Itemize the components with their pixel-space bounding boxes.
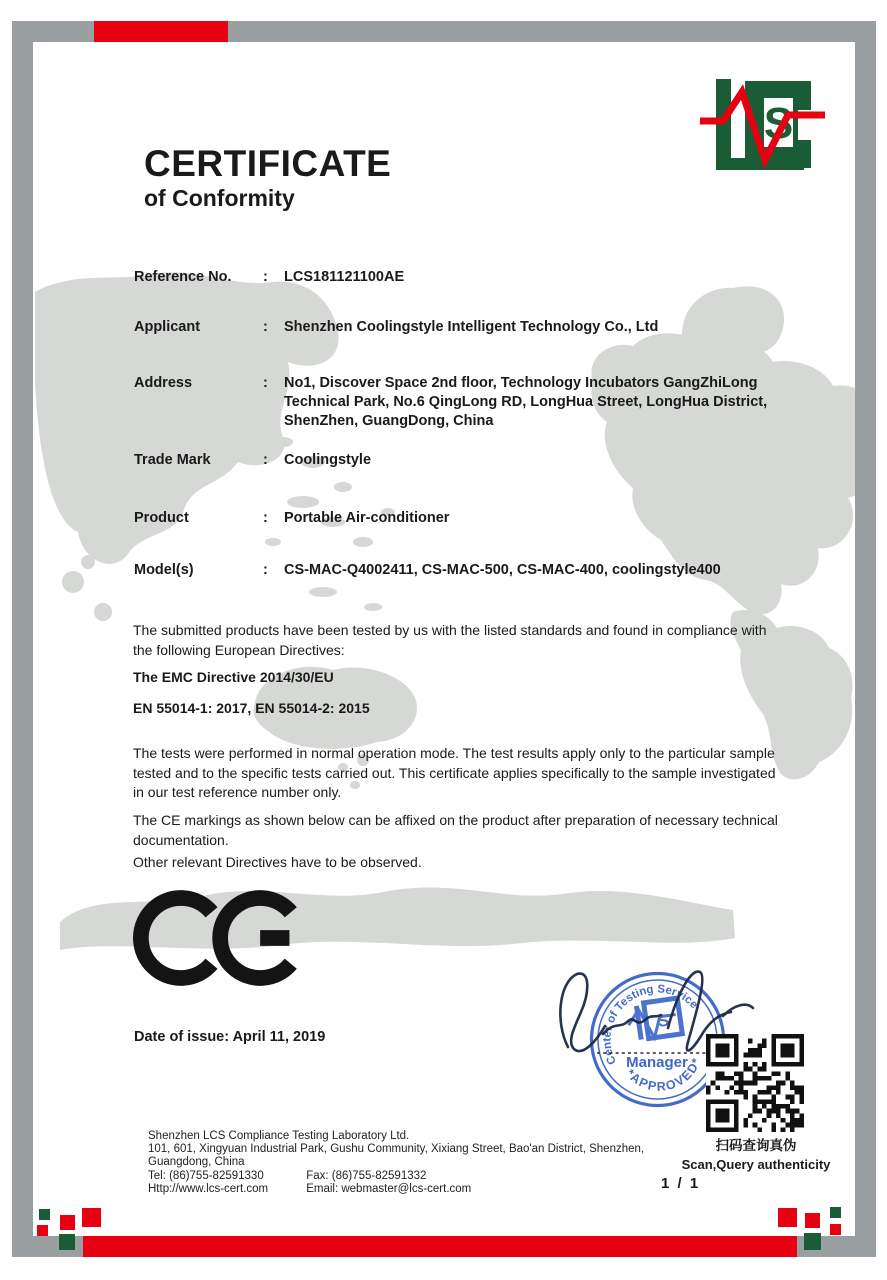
field-colon: : — [263, 269, 268, 285]
decor-square — [37, 1225, 48, 1236]
field-value: Coolingstyle — [284, 452, 372, 468]
qr-caption-cn: 扫码查询真伪 — [715, 1138, 797, 1153]
compliance-intro: The submitted products have been tested by us with the listed standards and found in compliance with the following European Directives: — [133, 622, 767, 658]
logo-monogram: S — [763, 99, 794, 148]
frame-right — [855, 21, 876, 1257]
footer-fax: Fax: (86)755-82591332 — [306, 1169, 427, 1182]
lcs-logo — [695, 76, 830, 172]
emc-directive-line: The EMC Directive 2014/30/EU — [133, 669, 334, 685]
field-colon: : — [263, 510, 268, 526]
field-colon: : — [263, 375, 268, 391]
decor-square — [59, 1234, 75, 1250]
field-label: Applicant — [134, 319, 201, 335]
field-colon: : — [263, 562, 268, 578]
field-label: Product — [134, 510, 189, 526]
page-number: 1 / 1 — [661, 1175, 701, 1192]
field-colon: : — [263, 319, 268, 335]
decor-square — [60, 1215, 75, 1230]
footer-website: Http://www.lcs-cert.com — [148, 1182, 269, 1195]
frame-left — [12, 21, 33, 1257]
footer-email: Email: webmaster@lcs-cert.com — [306, 1182, 472, 1195]
footer-company: Shenzhen LCS Compliance Testing Laboratory Ltd. — [148, 1130, 410, 1142]
accent-red-bottom — [83, 1236, 797, 1257]
decor-square — [805, 1213, 820, 1228]
standards-line: EN 55014-1: 2017, EN 55014-2: 2015 — [133, 700, 370, 716]
field-value: Shenzhen Coolingstyle Intelligent Technology Co., Ltd — [284, 319, 659, 335]
decor-square — [39, 1209, 50, 1220]
field-value: No1, Discover Space 2nd floor, Technology Incubators GangZhiLong Technical Park, No.6 QingLong RD, LongHua Street, LongHua District, ShenZhen, GuangDong, China — [284, 375, 768, 429]
stamp-ring-text-bottom: *APPROVED* — [623, 1055, 704, 1094]
field-label: Model(s) — [134, 562, 194, 578]
footer-tel: Tel: (86)755-82591330 — [148, 1169, 264, 1182]
footer-address-2: Guangdong, China — [148, 1156, 245, 1169]
field-label: Address — [134, 375, 193, 391]
manager-signature — [543, 952, 763, 1117]
footer — [148, 1130, 644, 1196]
field-value: Portable Air-conditioner — [284, 510, 450, 526]
field-label: Reference No. — [134, 269, 232, 285]
ce-mark-icon — [132, 888, 304, 988]
stamp-manager-label: Manager — [626, 1054, 688, 1071]
qr-captions — [666, 1134, 846, 1172]
stamp-ring-text-top: Center of Testing Service — [601, 983, 700, 1067]
tests-paragraph: The tests were performed in normal operation mode. The test results apply only to the particular sample tested and to the specific tests carried out. This certificate applies specifically to the sample investigated in our test reference number only. — [133, 745, 776, 800]
accent-red-top — [94, 21, 228, 42]
field-colon: : — [263, 452, 268, 468]
decor-square — [778, 1208, 797, 1227]
other-directives-paragraph: Other relevant Directives have to be observed. — [133, 854, 422, 870]
certificate-title: CERTIFICATE — [144, 143, 392, 184]
field-value: CS-MAC-Q4002411, CS-MAC-500, CS-MAC-400, coolingstyle400 — [284, 562, 721, 578]
decor-square — [830, 1224, 841, 1235]
ce-paragraph: The CE markings as shown below can be affixed on the product after preparation of necessary technical documentation. — [133, 812, 778, 848]
certificate-subtitle: of Conformity — [144, 185, 295, 211]
decor-square — [82, 1208, 101, 1227]
decor-square — [830, 1207, 841, 1218]
date-of-issue: Date of issue: April 11, 2019 — [134, 1029, 326, 1045]
qr-caption-en: Scan,Query authenticity — [681, 1157, 831, 1172]
footer-address-1: 101, 601, Xingyuan Industrial Park, Gushu Community, Xixiang Street, Bao'an District, Shenzhen, — [148, 1143, 645, 1156]
field-value: LCS181121100AE — [284, 269, 405, 285]
decor-square — [804, 1233, 821, 1250]
svg-text:S: S — [656, 1010, 671, 1031]
field-label: Trade Mark — [134, 452, 211, 468]
